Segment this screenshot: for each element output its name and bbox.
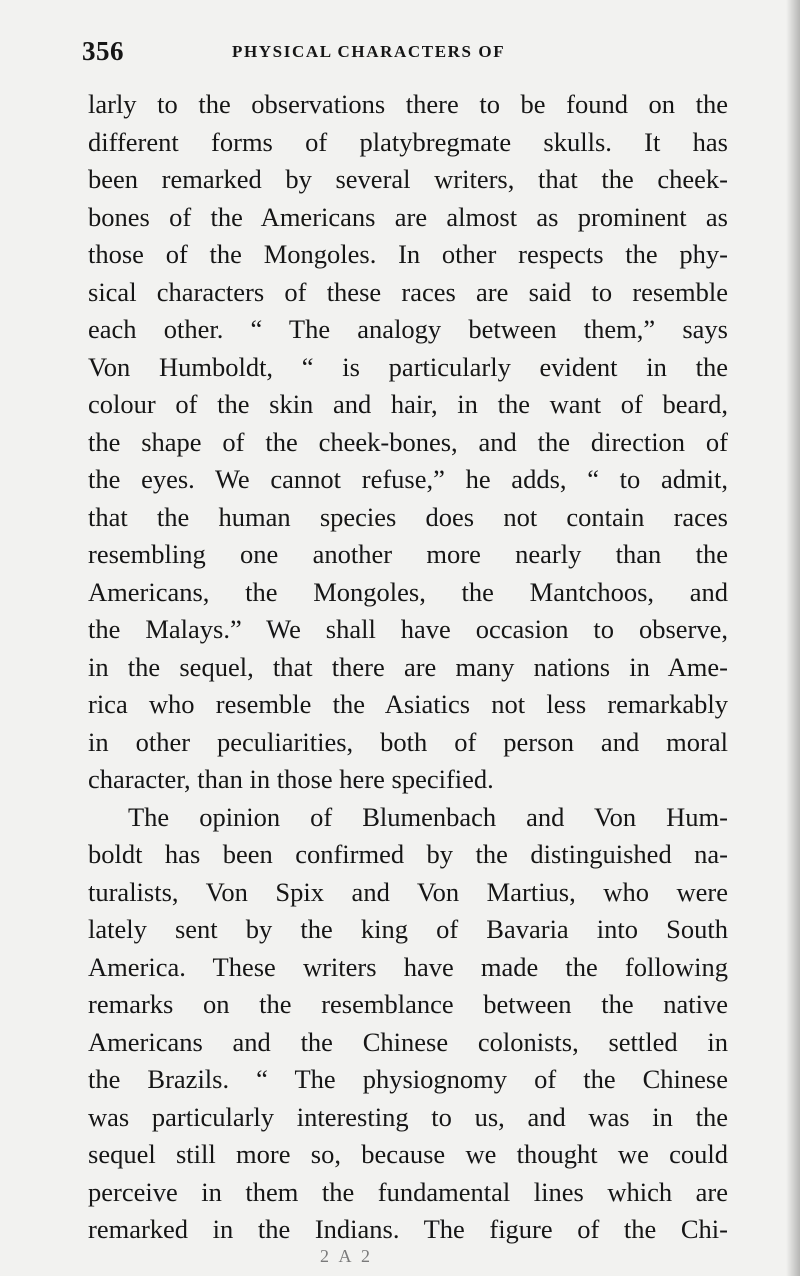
text-line: that the human species does not contain races xyxy=(88,501,728,532)
text-line: remarked in the Indians. The figure of the Chi- xyxy=(88,1214,728,1244)
text-line: in other peculiarities, both of person and moral xyxy=(88,726,728,757)
text-line: the Brazils. “ The physiognomy of the Chinese xyxy=(88,1064,728,1094)
text-line: The opinion of Blumenbach and Von Hum- xyxy=(128,801,728,832)
page-number: 356 xyxy=(82,36,124,66)
text-line: America. These writers have made the following xyxy=(88,951,728,982)
text-line: sical characters of these races are said to resemble xyxy=(88,276,728,307)
text-line: larly to the observations there to be found on the xyxy=(88,89,728,119)
text-line: the eyes. We cannot refuse,” he adds, “ to admit, xyxy=(88,464,728,494)
text-line: been remarked by several writers, that the cheek- xyxy=(88,164,728,194)
text-line: character, than in those here specified. xyxy=(88,764,494,794)
text-line: sequel still more so, because we thought we could xyxy=(88,1139,728,1169)
text-line: in the sequel, that there are many nations in Ame- xyxy=(88,651,728,682)
text-line: Von Humboldt, “ is particularly evident in the xyxy=(88,351,728,382)
text-line: boldt has been confirmed by the distinguished na- xyxy=(88,839,728,869)
text-line: bones of the Americans are almost as prominent as xyxy=(88,201,728,232)
text-line: perceive in them the fundamental lines which are xyxy=(88,1176,728,1207)
text-line: lately sent by the king of Bavaria into South xyxy=(88,914,728,944)
text-line: those of the Mongoles. In other respects the phy- xyxy=(88,239,728,269)
text-line: each other. “ The analogy between them,” says xyxy=(88,314,728,344)
page-header xyxy=(82,36,722,76)
text-line: resembling one another more nearly than the xyxy=(88,539,728,569)
text-line: the shape of the cheek-bones, and the direction of xyxy=(88,426,728,457)
text-line: was particularly interesting to us, and was in the xyxy=(88,1101,728,1132)
text-line: remarks on the resemblance between the native xyxy=(88,989,728,1019)
running-head: PHYSICAL CHARACTERS OF xyxy=(232,42,506,61)
text-line: the Malays.” We shall have occasion to observe, xyxy=(88,614,728,644)
signature-mark: 2 A 2 xyxy=(320,1246,374,1266)
text-line: rica who resemble the Asiatics not less remarkably xyxy=(88,689,728,719)
text-line: turalists, Von Spix and Von Martius, who were xyxy=(88,876,728,907)
text-line: Americans and the Chinese colonists, settled in xyxy=(88,1026,728,1057)
text-line: different forms of platybregmate skulls. It has xyxy=(88,126,728,157)
text-line: Americans, the Mongoles, the Mantchoos, and xyxy=(88,576,728,607)
body-text xyxy=(88,86,728,1249)
text-line: colour of the skin and hair, in the want of beard, xyxy=(88,389,728,419)
